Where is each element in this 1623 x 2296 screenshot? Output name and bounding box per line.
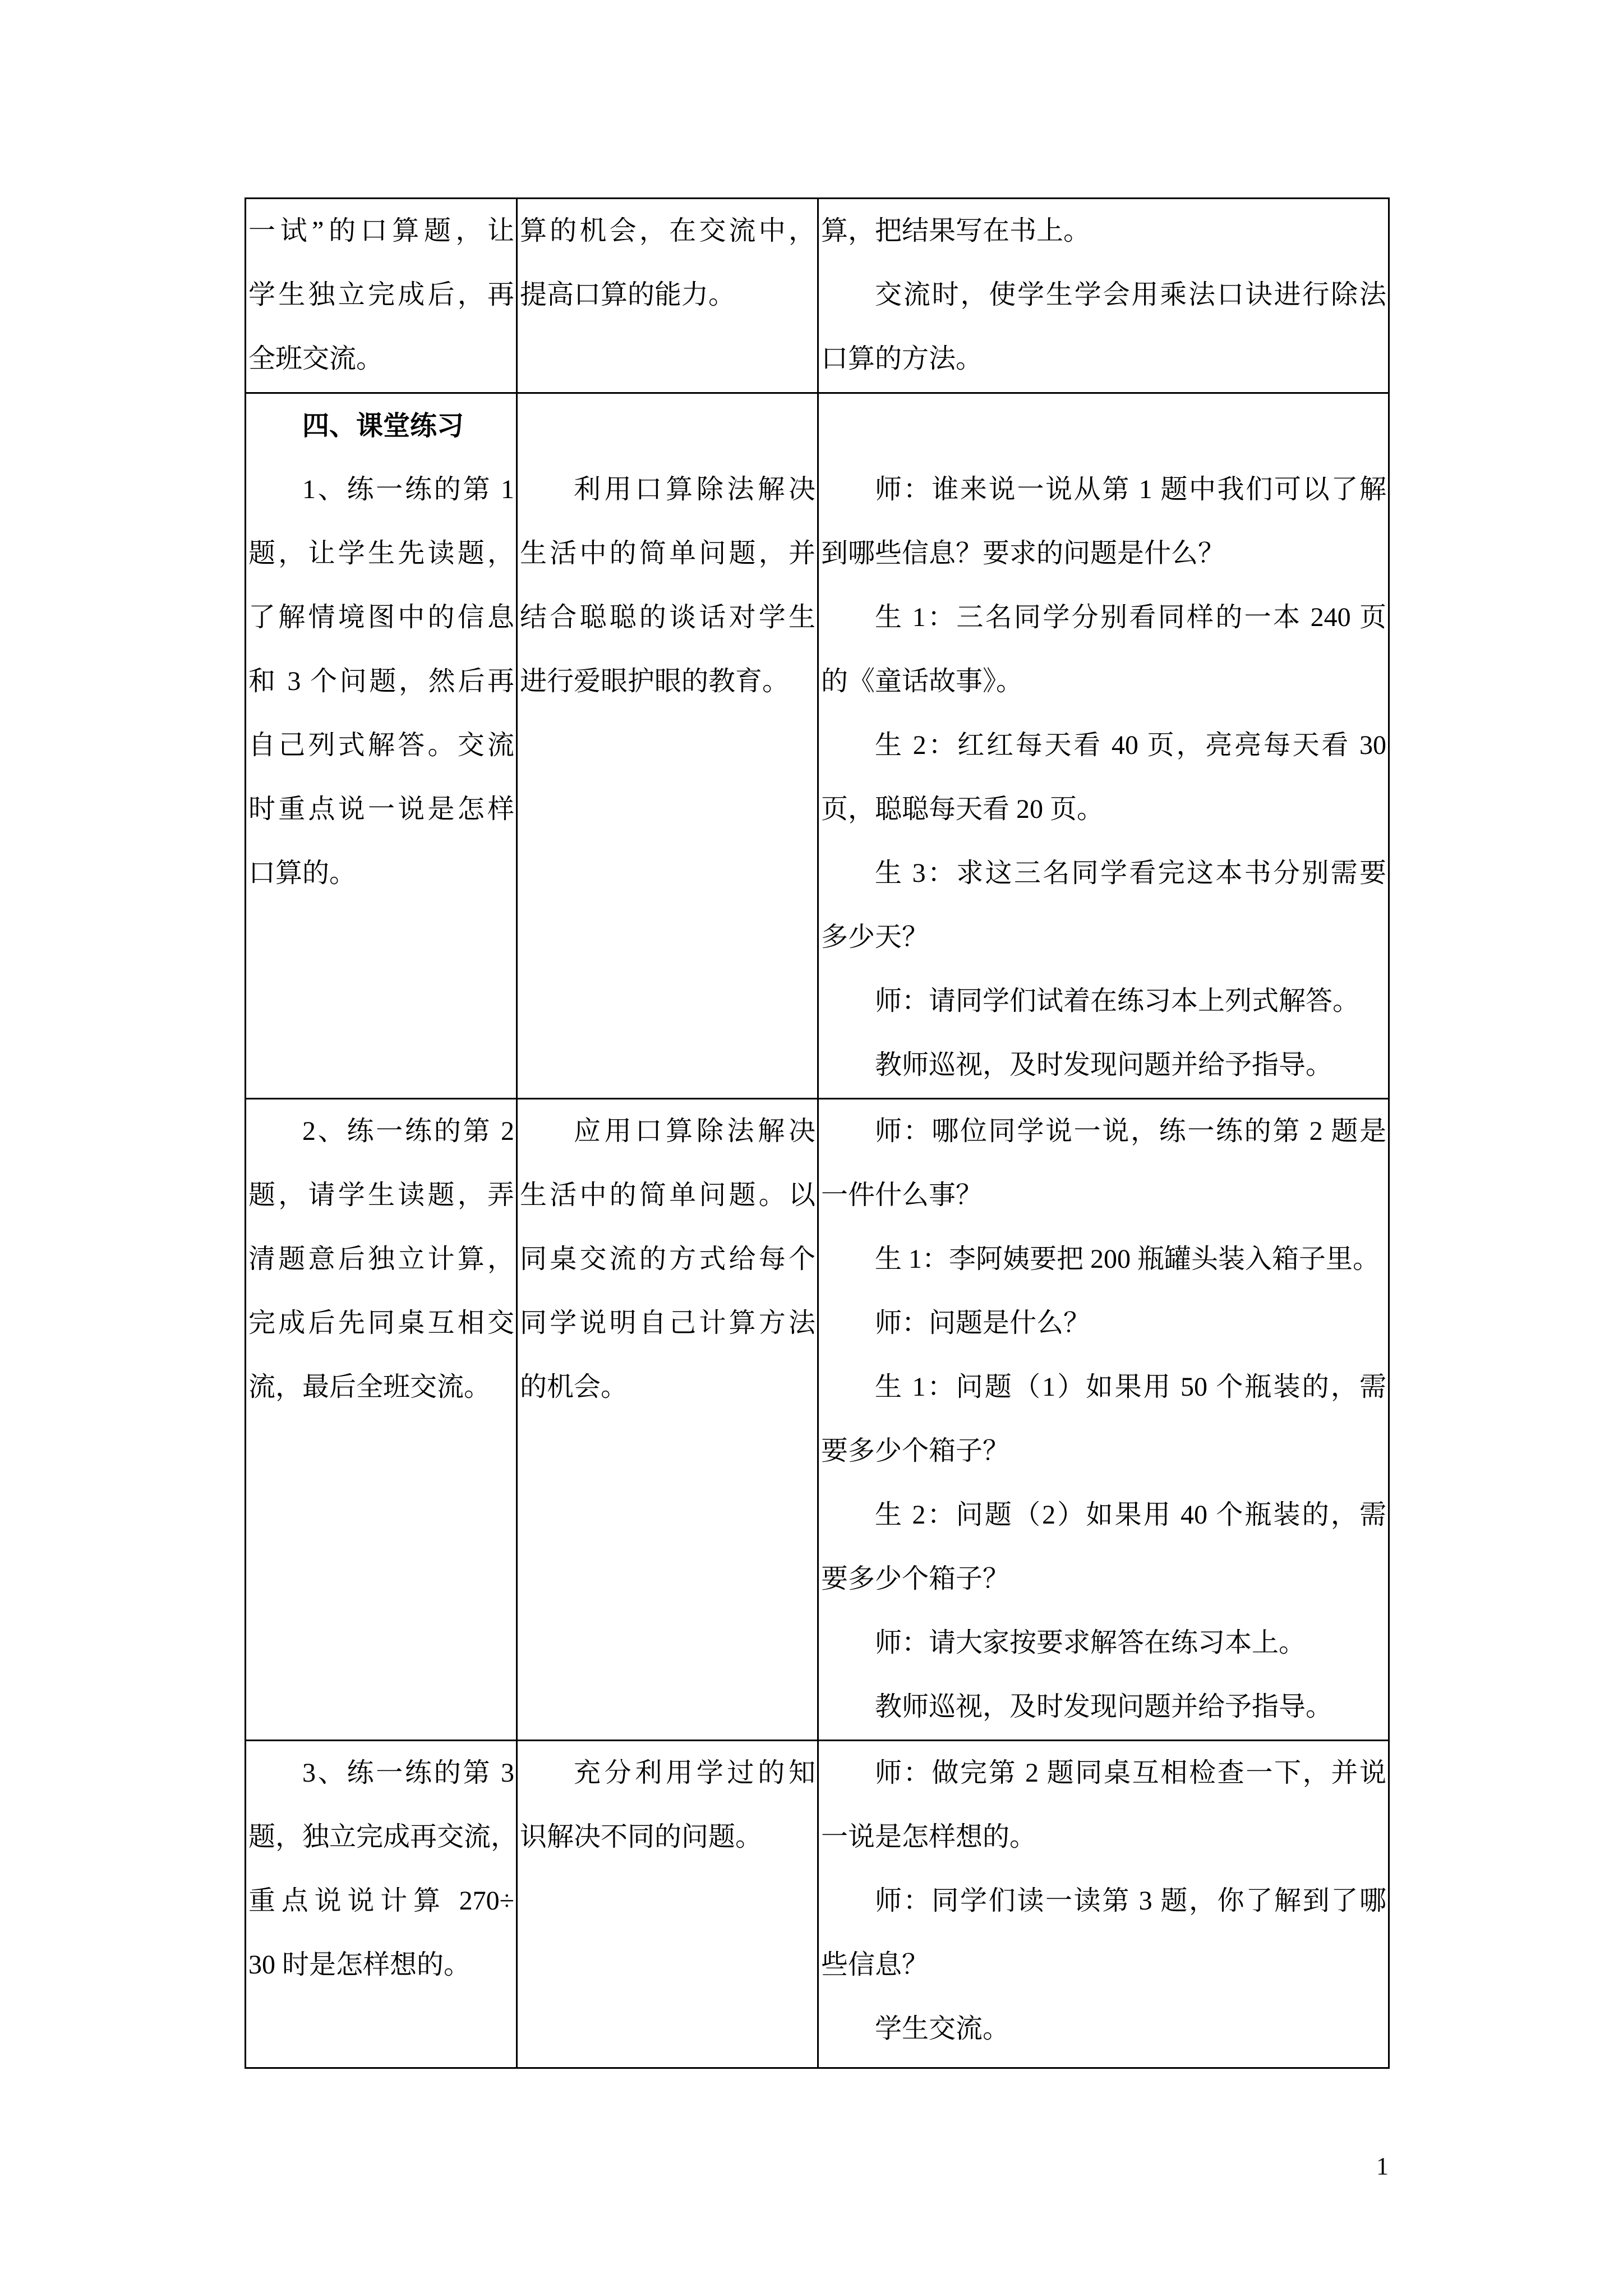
paragraph (520, 1741, 815, 1869)
text-line: 生活中的简单问题，并 (520, 539, 815, 568)
text-line: 师：请同学们试着在练习本上列式解答。 (875, 986, 1360, 1016)
text-line: 学生交流。 (875, 2014, 1010, 2044)
section-heading: 四、课堂练习 (302, 410, 464, 441)
cell-intent (518, 1741, 819, 2069)
paragraph (821, 714, 1386, 841)
paragraph (821, 586, 1386, 714)
text-line: 应用口算除法解决 (574, 1116, 815, 1146)
cell-process (819, 199, 1390, 394)
paragraph (821, 1611, 1386, 1675)
text-line: 生 3：求这三名同学看完这本书分别需要 (875, 858, 1386, 888)
paragraph (248, 458, 514, 905)
cell-intent (518, 199, 819, 394)
paragraph (821, 458, 1386, 586)
text-line: 2、练一练的第 2 (302, 1116, 514, 1146)
text-line: 师：谁来说一说从第 1 题中我们可以了解 (875, 475, 1386, 504)
text-line: 利用口算除法解决 (574, 475, 815, 504)
text-line: 提高口算的能力。 (520, 280, 736, 310)
paragraph (248, 199, 514, 391)
text-line: 识解决不同的问题。 (520, 1822, 763, 1852)
text-line: 30 时是怎样想的。 (248, 1950, 471, 1980)
text-line: 了解情境图中的信息 (248, 602, 514, 632)
text-line: 师：哪位同学说一说，练一练的第 2 题是 (875, 1116, 1386, 1146)
cell-activity (246, 394, 518, 1099)
cell-intent (518, 394, 819, 1099)
text-line: 完成后先同桌互相交 (248, 1308, 514, 1338)
text-line: 生 2：问题（2）如果用 40 个瓶装的，需 (875, 1500, 1386, 1530)
text-line: 页，聪聪每天看 20 页。 (821, 794, 1104, 824)
paragraph (821, 263, 1386, 391)
text-line: 一件什么事？ (821, 1180, 983, 1210)
paragraph (821, 1997, 1386, 2061)
text-line: 要多少个箱子？ (821, 1436, 1010, 1466)
page-number: 1 (1376, 2152, 1389, 2180)
text-line: 时重点说一说是怎样 (248, 794, 514, 824)
text-line: 一说是怎样想的。 (821, 1822, 1037, 1852)
paragraph (248, 1741, 518, 1997)
text-line: 生 1：三名同学分别看同样的一本 240 页 (875, 602, 1386, 632)
text-line: 生 1：问题（1）如果用 50 个瓶装的，需 (875, 1372, 1386, 1402)
text-line: 教师巡视，及时发现问题并给予指导。 (875, 1050, 1333, 1080)
text-line: 3、练一练的第 3 (302, 1758, 514, 1788)
text-line: 进行爱眼护眼的教育。 (520, 666, 790, 696)
paragraph (248, 1099, 514, 1419)
blank-line (520, 394, 815, 458)
text-line: 1、练一练的第 1 (302, 475, 514, 504)
cell-activity (246, 1099, 518, 1741)
text-line: 同桌交流的方式给每个 (520, 1244, 815, 1274)
text-line: 自己列式解答。交流 (248, 730, 514, 760)
paragraph (821, 1483, 1386, 1611)
text-line: 学生独立完成后，再 (248, 280, 514, 310)
paragraph (821, 199, 1386, 263)
cell-process (819, 1741, 1390, 2069)
paragraph (520, 1099, 815, 1419)
cell-activity (246, 199, 518, 394)
paragraph (821, 1741, 1386, 1869)
paragraph (821, 1291, 1386, 1355)
text-line: 教师巡视，及时发现问题并给予指导。 (875, 1692, 1333, 1722)
cell-intent (518, 1099, 819, 1741)
text-line: 一试”的口算题，让 (248, 216, 514, 246)
text-line: 的《童话故事》。 (821, 666, 1023, 696)
text-line: 要多少个箱子？ (821, 1564, 1010, 1594)
text-line: 充分利用学过的知 (574, 1758, 815, 1788)
text-line: 题，请学生读题，弄 (248, 1180, 514, 1210)
cell-process (819, 1099, 1390, 1741)
blank-line (821, 394, 1386, 458)
text-line: 生 2：红红每天看 40 页，亮亮每天看 30 (875, 730, 1386, 760)
cell-process (819, 394, 1390, 1099)
text-line: 流，最后全班交流。 (248, 1372, 491, 1402)
text-line: 生 1：李阿姨要把 200 瓶罐头装入箱子里。 (875, 1244, 1380, 1274)
text-line: 重点说说计算 270÷ (248, 1886, 514, 1916)
text-line: 的机会。 (520, 1372, 628, 1402)
text-line: 交流时，使学生学会用乘法口诀进行除法 (875, 280, 1386, 310)
text-line: 算的机会，在交流中， (520, 216, 815, 246)
text-line: 师：同学们读一读第 3 题，你了解到了哪 (875, 1886, 1386, 1916)
paragraph (821, 1675, 1386, 1739)
paragraph (821, 1227, 1386, 1291)
cell-activity (246, 1741, 518, 2069)
text-line: 师：做完第 2 题同桌互相检查一下，并说 (875, 1758, 1386, 1788)
paragraph (821, 1033, 1386, 1097)
text-line: 多少天？ (821, 922, 929, 952)
text-line: 全班交流。 (248, 344, 384, 374)
text-line: 生活中的简单问题。以 (520, 1180, 815, 1210)
text-line: 结合聪聪的谈话对学生 (520, 602, 815, 632)
text-line: 和 3 个问题，然后再 (248, 666, 514, 696)
paragraph (520, 199, 815, 327)
paragraph (821, 1869, 1386, 1997)
text-line: 师：请大家按要求解答在练习本上。 (875, 1628, 1306, 1658)
text-line: 算，把结果写在书上。 (821, 216, 1091, 246)
text-line: 清题意后独立计算， (248, 1244, 514, 1274)
lesson-plan-table (245, 197, 1390, 2069)
paragraph (821, 1355, 1386, 1483)
text-line: 同学说明自己计算方法 (520, 1308, 815, 1338)
paragraph (520, 458, 815, 714)
text-line: 师：问题是什么？ (875, 1308, 1091, 1338)
text-line: 口算的方法。 (821, 344, 983, 374)
paragraph (821, 1099, 1386, 1227)
paragraph (821, 841, 1386, 969)
text-line: 到哪些信息？要求的问题是什么？ (821, 539, 1225, 568)
text-line: 些信息？ (821, 1950, 929, 1980)
paragraph (821, 969, 1386, 1033)
text-line: 题，独立完成再交流， (248, 1822, 518, 1852)
text-line: 口算的。 (248, 858, 357, 888)
text-line: 题，让学生先读题， (248, 539, 514, 568)
